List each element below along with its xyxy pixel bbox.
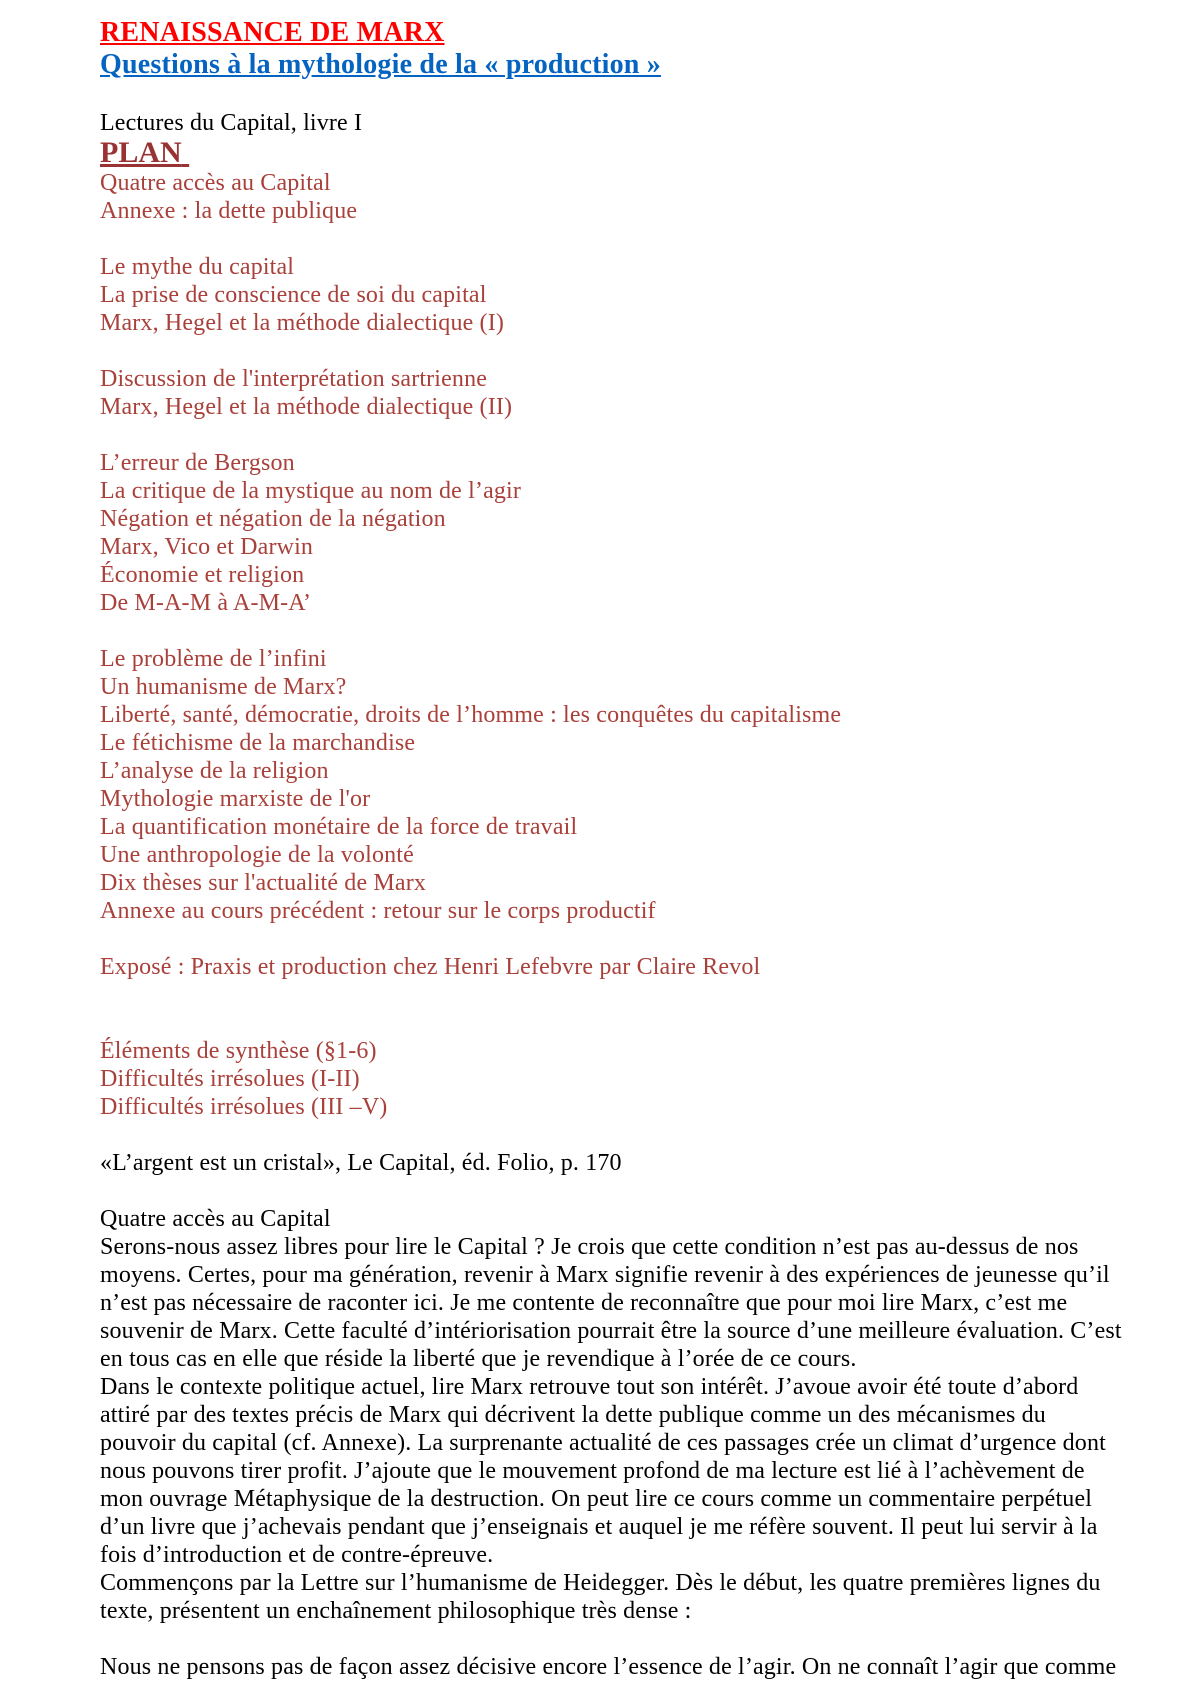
plan-group: [100, 169, 1200, 225]
paragraph-line: Dans le contexte politique actuel, lire Marx retrouve tout son intérêt. J’avoue avoir été toute d’abord: [100, 1374, 1079, 1400]
blank-line: [100, 81, 1200, 109]
plan-item: Marx, Hegel et la méthode dialectique (I): [100, 310, 504, 336]
blank-line: [100, 925, 1200, 953]
blank-line: [100, 1009, 1200, 1037]
plan-item: L’erreur de Bergson: [100, 450, 295, 476]
paragraph-line: nous pouvons tirer profit. J’ajoute que le mouvement profond de ma lecture est lié à l’achèvement de: [100, 1458, 1085, 1484]
plan-item: Annexe au cours précédent : retour sur le corps productif: [100, 898, 656, 924]
plan-item: Liberté, santé, démocratie, droits de l’homme : les conquêtes du capitalisme: [100, 702, 842, 728]
plan-item: Économie et religion: [100, 562, 305, 588]
paragraph-line: en tous cas en elle que réside la liberté que je revendique à l’orée de ce cours.: [100, 1346, 857, 1372]
quotation: [100, 1653, 1200, 1681]
plan-group: [100, 449, 1200, 617]
blank-line: [100, 981, 1200, 1009]
plan-item: Difficultés irrésolues (III –V): [100, 1094, 388, 1120]
plan-group: [100, 953, 1200, 981]
plan-item: La prise de conscience de soi du capital: [100, 282, 487, 308]
plan-item: De M-A-M à A-M-A’: [100, 590, 312, 616]
blank-line: [100, 421, 1200, 449]
paragraph-line: souvenir de Marx. Cette faculté d’intériorisation pourrait être la source d’une meilleure évaluation. C’est: [100, 1318, 1122, 1344]
plan-item: Discussion de l'interprétation sartrienne: [100, 366, 488, 392]
quotation-line: Nous ne pensons pas de façon assez décisive encore l’essence de l’agir. On ne connaît l’agir que comme: [100, 1654, 1117, 1680]
blank-line: [100, 1625, 1200, 1653]
plan-item: Le problème de l’infini: [100, 646, 327, 672]
document-title: RENAISSANCE DE MARX: [100, 17, 445, 48]
plan-heading-label: PLAN: [100, 136, 182, 169]
plan-item: Négation et négation de la négation: [100, 506, 446, 532]
plan-group: [100, 253, 1200, 337]
plan-item: La quantification monétaire de la force de travail: [100, 814, 578, 840]
plan-item: Mythologie marxiste de l'or: [100, 786, 371, 812]
paragraph-line: mon ouvrage Métaphysique de la destruction. On peut lire ce cours comme un commentaire perpétuel: [100, 1486, 1093, 1512]
blank-line: [100, 225, 1200, 253]
paragraph-line: d’un livre que j’achevais pendant que j’enseignais et auquel je me réfère souvent. Il peut lui servir à la: [100, 1514, 1098, 1540]
plan-item: Le fétichisme de la marchandise: [100, 730, 416, 756]
paragraph: [100, 1373, 1200, 1569]
blank-line: [100, 1121, 1200, 1149]
paragraph-line: attiré par des textes précis de Marx qui décrivent la dette publique comme un des mécanismes du: [100, 1402, 1046, 1428]
paragraph-line: fois d’introduction et de contre-épreuve.: [100, 1542, 494, 1568]
plan-item: Annexe : la dette publique: [100, 198, 358, 224]
plan-item: Éléments de synthèse (§1-6): [100, 1038, 377, 1064]
paragraph-line: n’est pas nécessaire de raconter ici. Je me contente de reconnaître que pour moi lire Marx, c’est me: [100, 1290, 1068, 1316]
document-subtitle-link[interactable]: Questions à la mythologie de la « production »: [100, 49, 661, 80]
plan-item: L’analyse de la religion: [100, 758, 329, 784]
plan-list: [100, 169, 1200, 1121]
plan-heading: [100, 137, 1200, 169]
paragraph: [100, 1233, 1200, 1373]
plan-item: Difficultés irrésolues (I-II): [100, 1066, 360, 1092]
plan-group: [100, 1037, 1200, 1121]
document-subtitle: [100, 49, 1200, 81]
blank-line: [100, 617, 1200, 645]
lectures-line: Lectures du Capital, livre I: [100, 110, 363, 136]
paragraph-line: texte, présentent un enchaînement philosophique très dense :: [100, 1598, 692, 1624]
paragraph-line: moyens. Certes, pour ma génération, revenir à Marx signifie revenir à des expériences de jeunesse qu’il: [100, 1262, 1110, 1288]
paragraph-line: pouvoir du capital (cf. Annexe). La surprenante actualité de ces passages crée un climat d’urgence dont: [100, 1430, 1106, 1456]
plan-group: [100, 645, 1200, 925]
plan-item: Marx, Vico et Darwin: [100, 534, 314, 560]
plan-item: Quatre accès au Capital: [100, 170, 331, 196]
plan-item: Marx, Hegel et la méthode dialectique (II): [100, 394, 513, 420]
blank-line: [100, 337, 1200, 365]
plan-item: Dix thèses sur l'actualité de Marx: [100, 870, 426, 896]
blank-line: [100, 1177, 1200, 1205]
epigraph: «L’argent est un cristal», Le Capital, éd. Folio, p. 170: [100, 1150, 622, 1176]
paragraph: [100, 1569, 1200, 1625]
plan-item: Le mythe du capital: [100, 254, 295, 280]
plan-item: La critique de la mystique au nom de l’agir: [100, 478, 521, 504]
plan-group: [100, 365, 1200, 421]
paragraph-line: Serons-nous assez libres pour lire le Capital ? Je crois que cette condition n’est pas au-dessus de nos: [100, 1234, 1079, 1260]
plan-item: Une anthropologie de la volonté: [100, 842, 414, 868]
paragraph-line: Commençons par la Lettre sur l’humanisme de Heidegger. Dès le début, les quatre premières lignes du: [100, 1570, 1101, 1596]
plan-item: Exposé : Praxis et production chez Henri Lefebvre par Claire Revol: [100, 954, 761, 980]
section-heading: Quatre accès au Capital: [100, 1206, 331, 1232]
plan-item: Un humanisme de Marx?: [100, 674, 347, 700]
